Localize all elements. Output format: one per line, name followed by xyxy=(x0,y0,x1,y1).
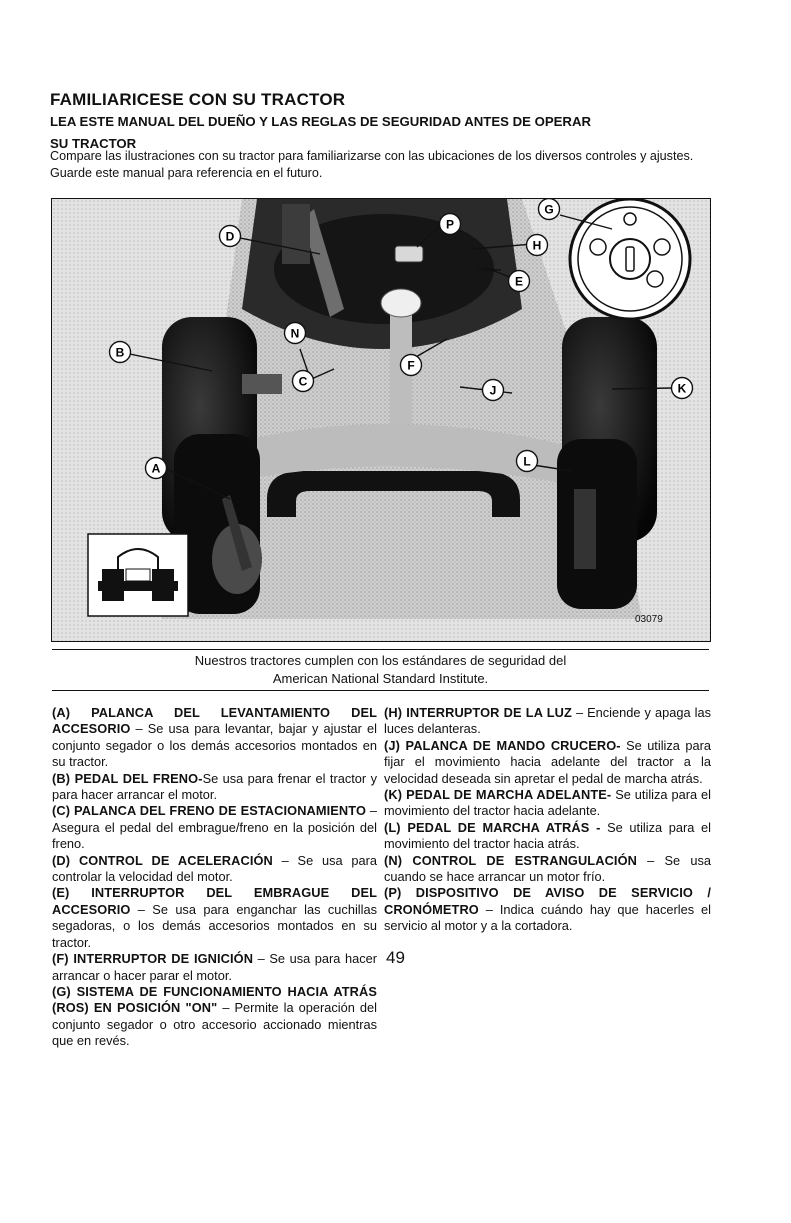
control-entry-h: (H) INTERRUPTOR DE LA LUZ – Enciende y apaga las luces delanteras. xyxy=(384,705,711,737)
callout-f xyxy=(401,355,422,376)
intro-paragraph: Compare las ilustraciones con su tractor para familiarizarse con las ubicaciones de los diversos controles y ajustes. Guarde este manual para referencia en el futuro. xyxy=(50,149,694,180)
callout-j xyxy=(483,380,504,401)
svg-text:J: J xyxy=(489,383,497,398)
page-subtitle-continued: SU TRACTOR xyxy=(50,136,137,151)
control-entry-l: (L) PEDAL DE MARCHA ATRÁS - Se utiliza para el movimiento del tractor hacia atrás. xyxy=(384,819,711,852)
page-number: 49 xyxy=(386,948,405,967)
figure-caption xyxy=(52,652,709,688)
control-entry-p: (P) DISPOSITIVO DE AVISO DE SERVICIO / CRONÓMETRO – Indica cuándo hay que hacerles el servicio al motor y a la cortadora. xyxy=(384,885,711,934)
page-subtitle: LEA ESTE MANUAL DEL DUEÑO Y LAS REGLAS DE SEGURIDAD ANTES DE OPERAR xyxy=(50,114,591,129)
svg-text:G: G xyxy=(544,202,554,217)
svg-text:B: B xyxy=(115,345,125,360)
tractor-controls-illustration xyxy=(51,198,711,642)
control-entry-g: (G) SISTEMA DE FUNCIONAMIENTO HACIA ATRÁS (ROS) EN POSICIÓN "ON" – Permite la operación del conjunto segador o otro accesorio accionado mientras que en revés. xyxy=(52,983,377,1049)
caption-line-1: Nuestros tractores cumplen con los estándares de seguridad del xyxy=(194,653,567,668)
callout-c xyxy=(293,371,314,392)
control-entry-b: (B) PEDAL DEL FRENO-Se usa para frenar el tractor y para hacer arrancar el motor. xyxy=(52,770,377,803)
control-entry-n: (N) CONTROL DE ESTRANGULACIÓN – Se usa cuando se hace arrancar un motor frío. xyxy=(384,852,711,885)
divider-top xyxy=(52,649,709,650)
figure-code: 03079 xyxy=(635,614,663,625)
control-entry-j: (J) PALANCA DE MANDO CRUCERO- Se utiliza para fijar el movimiento hacia adelante del tractor a la velocidad deseada sin apretar el pedal de marcha atrás. xyxy=(384,737,711,786)
callout-b xyxy=(110,342,131,363)
svg-text:L: L xyxy=(523,454,531,469)
callouts-layer xyxy=(52,199,710,641)
control-entry-f: (F) INTERRUPTOR DE IGNICIÓN – Se usa para hacer arrancar o hacer parar el motor. xyxy=(52,951,377,983)
controls-list-left xyxy=(52,705,377,1050)
svg-text:C: C xyxy=(298,374,308,389)
callout-e xyxy=(509,271,530,292)
page-title: FAMILIARICESE CON SU TRACTOR xyxy=(50,90,346,109)
caption-line-2: American National Standard Institute. xyxy=(272,671,489,686)
svg-text:D: D xyxy=(225,229,235,244)
svg-text:K: K xyxy=(677,381,687,396)
control-entry-k: (K) PEDAL DE MARCHA ADELANTE- Se utiliza para el movimiento del tractor hacia adelante. xyxy=(384,787,711,819)
svg-text:N: N xyxy=(290,326,300,341)
control-entry-a: (A) PALANCA DEL LEVANTAMIENTO DEL ACCESORIO – Se usa para levantar, bajar y ajustar el conjunto segador o los demás accesorios montados en su tractor. xyxy=(52,705,377,770)
svg-text:A: A xyxy=(151,461,161,476)
callout-d xyxy=(220,226,241,247)
callout-g xyxy=(539,199,560,220)
controls-list-right xyxy=(384,705,711,935)
svg-text:P: P xyxy=(445,217,455,232)
control-entry-e: (E) INTERRUPTOR DEL EMBRAGUE DEL ACCESORIO – Se usa para enganchar las cuchillas segadoras, o los demás accesorios montados en su tractor. xyxy=(52,885,377,950)
callout-k xyxy=(672,378,693,399)
callout-p xyxy=(440,214,461,235)
svg-text:F: F xyxy=(407,358,415,373)
callout-h xyxy=(527,235,548,256)
control-entry-c: (C) PALANCA DEL FRENO DE ESTACIONAMIENTO – Asegura el pedal del embrague/freno en la posición del freno. xyxy=(52,803,377,852)
control-entry-d: (D) CONTROL DE ACELERACIÓN – Se usa para controlar la velocidad del motor. xyxy=(52,852,377,885)
svg-text:E: E xyxy=(514,274,524,289)
divider-bottom xyxy=(52,690,709,691)
svg-text:H: H xyxy=(532,238,542,253)
callout-l xyxy=(517,451,538,472)
callout-n xyxy=(285,323,306,344)
callout-a xyxy=(146,458,167,479)
